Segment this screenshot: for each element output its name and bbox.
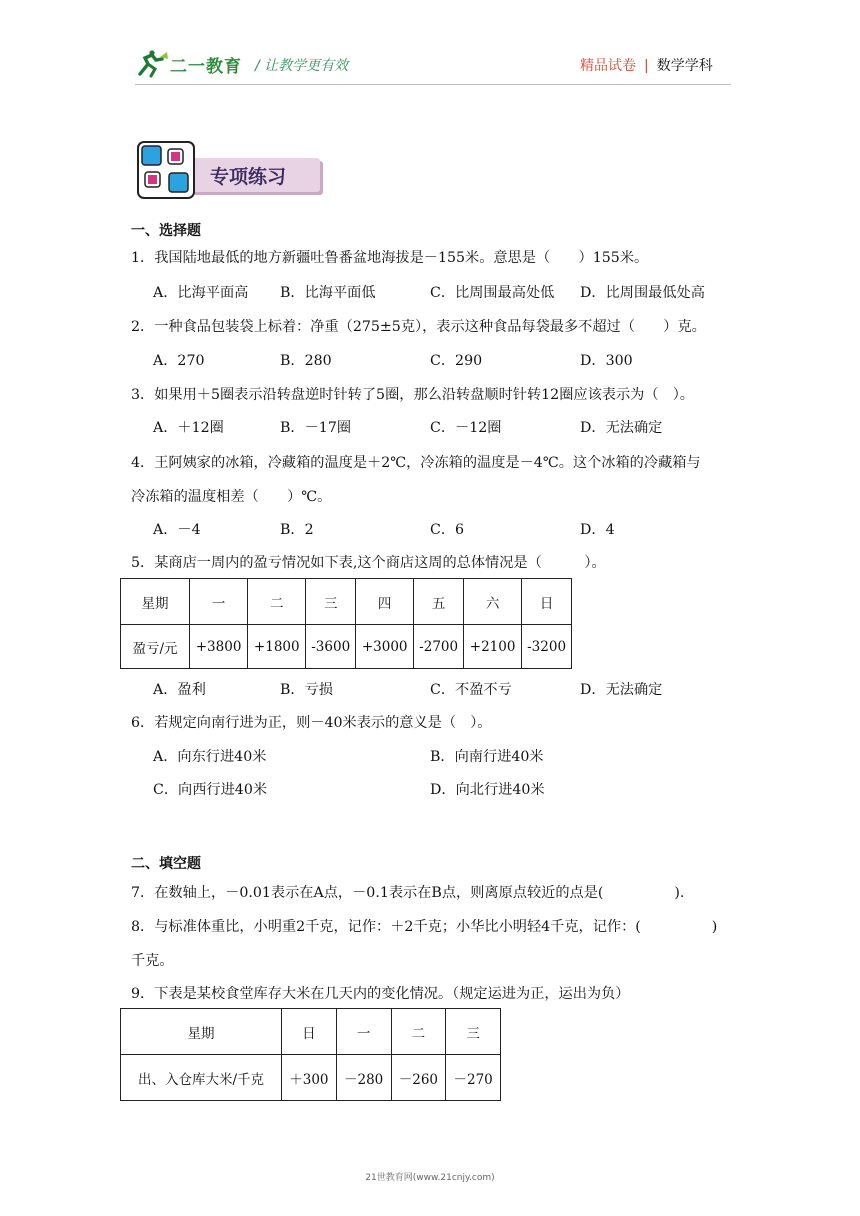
q1-option-b: B．比海平面低 bbox=[280, 285, 376, 301]
q4-option-c: C．6 bbox=[430, 522, 465, 538]
header-divider bbox=[135, 84, 731, 85]
q5-option-a: A．盈利 bbox=[153, 682, 206, 698]
question-4-line-1: 4．王阿姨家的冰箱，冷藏箱的温度是＋2℃，冷冻箱的温度是－4℃。这个冰箱的冷藏箱与 bbox=[131, 455, 701, 471]
table-cell: 二 bbox=[391, 1009, 446, 1055]
table-cell: －280 bbox=[336, 1055, 391, 1101]
question-4-line-2: 冷冻箱的温度相差（ ）℃。 bbox=[131, 489, 332, 505]
header-label-quality: 精品试卷 bbox=[580, 58, 636, 74]
table-cell: 盈亏/元 bbox=[121, 625, 190, 669]
q2-option-c: C．290 bbox=[430, 353, 483, 369]
section-title-fill: 二、填空题 bbox=[131, 856, 201, 872]
q6-option-b: B．向南行进40米 bbox=[430, 749, 544, 765]
table-cell: +2100 bbox=[464, 625, 522, 669]
q4-option-d: D．4 bbox=[580, 522, 615, 538]
question-2: 2．一种食品包装袋上标着：净重（275±5克），表示这种食品每袋最多不超过（ ）克。 bbox=[131, 319, 706, 335]
question-8-line-1: 8．与标准体重比，小明重2千克，记作：＋2千克；小华比小明轻4千克，记作：( ) bbox=[131, 919, 718, 935]
table-cell: +1800 bbox=[248, 625, 306, 669]
table-cell: 星期 bbox=[121, 579, 190, 625]
q3-option-d: D．无法确定 bbox=[580, 420, 663, 436]
q6-option-c: C．向西行进40米 bbox=[153, 782, 268, 798]
table-cell: 二 bbox=[248, 579, 306, 625]
table-cell: 三 bbox=[306, 579, 356, 625]
table-cell: -2700 bbox=[414, 625, 464, 669]
q1-option-d: D．比周围最低处高 bbox=[580, 285, 705, 301]
table-cell: -3200 bbox=[522, 625, 572, 669]
question-5: 5．某商店一周内的盈亏情况如下表,这个商店这周的总体情况是（ ）。 bbox=[131, 555, 606, 571]
table-cell: 六 bbox=[464, 579, 522, 625]
table-cell: 出、入仓库大米/千克 bbox=[121, 1055, 282, 1101]
q2-option-a: A．270 bbox=[153, 353, 205, 369]
table-cell: 一 bbox=[190, 579, 248, 625]
table-cell: －270 bbox=[446, 1055, 501, 1101]
table-cell: +3000 bbox=[356, 625, 414, 669]
section-title-choice: 一、选择题 bbox=[131, 223, 201, 239]
table-cell: 五 bbox=[414, 579, 464, 625]
table-cell: 四 bbox=[356, 579, 414, 625]
banner-title: 专项练习 bbox=[210, 166, 287, 188]
header-right bbox=[580, 55, 713, 75]
table-cell: 日 bbox=[522, 579, 572, 625]
q5-option-b: B．亏损 bbox=[280, 682, 333, 698]
q1-option-a: A．比海平面高 bbox=[153, 285, 249, 301]
question-3: 3．如果用＋5圈表示沿转盘逆时针转了5圈，那么沿转盘顺时针转12圈应该表示为（ ）。 bbox=[131, 387, 694, 403]
question-9: 9．下表是某校食堂库存大米在几天内的变化情况。（规定运进为正，运出为负） bbox=[131, 986, 630, 1002]
question-7: 7．在数轴上，－0.01表示在A点，－0.1表示在B点，则离原点较近的点是( ). bbox=[131, 885, 685, 901]
q6-option-d: D．向北行进40米 bbox=[430, 782, 545, 798]
q6-option-a: A．向东行进40米 bbox=[153, 749, 267, 765]
q3-option-c: C．－12圈 bbox=[430, 420, 502, 436]
q2-option-d: D．300 bbox=[580, 353, 633, 369]
table-cell: 日 bbox=[282, 1009, 337, 1055]
grid-squares-icon bbox=[137, 141, 195, 199]
q9-rice-table bbox=[120, 1008, 501, 1101]
q3-option-b: B．－17圈 bbox=[280, 420, 352, 436]
logo-text: 二一教育 bbox=[170, 57, 242, 77]
q1-option-c: C．比周围最高处低 bbox=[430, 285, 555, 301]
header-label-subject: 数学学科 bbox=[656, 58, 713, 74]
table-cell: 星期 bbox=[121, 1009, 282, 1055]
table-row bbox=[121, 579, 572, 625]
question-6: 6．若规定向南行进为正，则－40米表示的意义是（ ）。 bbox=[131, 715, 492, 731]
table-cell: 三 bbox=[446, 1009, 501, 1055]
q3-option-a: A．＋12圈 bbox=[153, 420, 224, 436]
q5-profit-table bbox=[120, 578, 572, 669]
question-1: 1．我国陆地最低的地方新疆吐鲁番盆地海拔是－155米。意思是（ ）155米。 bbox=[131, 250, 649, 266]
q2-option-b: B．280 bbox=[280, 353, 332, 369]
table-cell: +3800 bbox=[190, 625, 248, 669]
header-separator: | bbox=[644, 58, 649, 74]
q5-option-c: C．不盈不亏 bbox=[430, 682, 512, 698]
table-row bbox=[121, 625, 572, 669]
q4-option-a: A．－4 bbox=[153, 522, 201, 538]
table-row bbox=[121, 1009, 501, 1055]
q5-option-d: D．无法确定 bbox=[580, 682, 663, 698]
table-cell: -3600 bbox=[306, 625, 356, 669]
table-cell: －260 bbox=[391, 1055, 446, 1101]
footer-text: 21世教育网(www.21cnjy.com) bbox=[365, 1173, 495, 1183]
table-cell: ＋300 bbox=[282, 1055, 337, 1101]
question-8-line-2: 千克。 bbox=[131, 953, 174, 969]
slogan: / 让教学更有效 bbox=[255, 58, 349, 74]
q4-option-b: B．2 bbox=[280, 522, 314, 538]
table-row bbox=[121, 1055, 501, 1101]
table-cell: 一 bbox=[336, 1009, 391, 1055]
